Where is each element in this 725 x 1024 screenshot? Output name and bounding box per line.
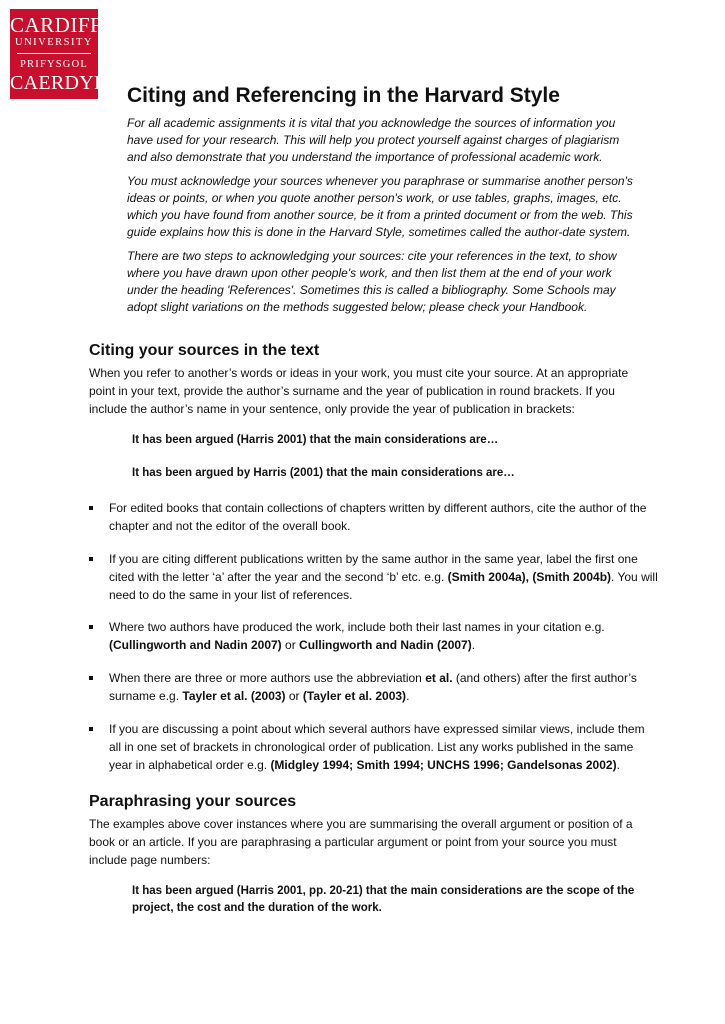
paraphrasing-section (89, 793, 649, 869)
list-item: For edited books that contain collections of chapters written by different authors, cite the author of the chapter and not the editor of the overall book. (89, 499, 659, 535)
list-item: If you are citing different publications written by the same author in the same year, label the first one cited with the letter ‘a’ after the year and the second ‘b’ etc. e.g. (Smith 2004a), (Smith 2004b). You will need to do the same in your list of references. (89, 550, 659, 604)
list-item: Where two authors have produced the work, include both their last names in your citation e.g. (Cullingworth and Nadin 2007) or Cullingworth and Nadin (2007). (89, 618, 659, 654)
logo-line-university: UNIVERSITY (15, 37, 93, 48)
logo-line-prifysgol: PRIFYSGOL (20, 59, 88, 70)
bullet-icon (89, 625, 93, 629)
list-item: If you are discussing a point about which several authors have expressed similar views, include them all in one set of brackets in chronological order of publication. List any works published in the same year in alphabetical order e.g. (Midgley 1994; Smith 1994; UNCHS 1996; Gandelsonas 2002). (89, 720, 659, 774)
section-body: The examples above cover instances where you are summarising the overall argument or position of a book or an article. If you are paraphrasing a particular argument or point from your source you must include page numbers: (89, 817, 633, 867)
intro-paragraph: For all academic assignments it is vital that you acknowledge the sources of information you have used for your research. This will help you protect yourself against charges of plagiarism and also demonstrate that you understand the importance of professional academic work. (127, 116, 620, 164)
intro-paragraph: There are two steps to acknowledging your sources: cite your references in the text, to show where you have drawn upon other people's work, and then list them at the end of your work under the heading 'References'. Sometimes this is called a bibliography. Some Schools may adopt slight variations on the methods suggested below; please check your Handbook. (127, 249, 617, 314)
bullet-icon (89, 727, 93, 731)
citing-section (89, 342, 649, 418)
university-logo (10, 9, 124, 99)
section-heading: Citing your sources in the text (89, 342, 320, 359)
section-body: When you refer to another’s words or ideas in your work, you must cite your source. At an appropriate point in your text, provide the author’s surname and the year of publication in round brackets. If you include the author’s name in your sentence, only provide the year of publication in brackets: (89, 366, 629, 416)
bullet-icon (89, 506, 93, 510)
example-quote: It has been argued (Harris 2001) that the main considerations are… (132, 434, 499, 446)
example-quote: It has been argued by Harris (2001) that the main considerations are… (132, 467, 515, 479)
bullet-icon (89, 676, 93, 680)
section-heading: Paraphrasing your sources (89, 793, 297, 810)
logo-line-caerdydd: CAERDYDD (10, 72, 124, 94)
logo-divider (17, 53, 91, 54)
logo-line-cardiff: CARDIFF (10, 13, 103, 37)
intro-block (127, 115, 637, 323)
intro-paragraph: You must acknowledge your sources whenever you paraphrase or summarise another person's ideas or points, or when you quote another person's work, or use tables, graphs, images, etc. which you have found from another source, be it from a printed document or from the web. This guide explains how this is done in the Harvard Style, sometimes called the author-date system. (127, 174, 633, 239)
example-quote: It has been argued (Harris 2001, pp. 20-21) that the main considerations are the scope of the project, the cost and the duration of the work. (132, 885, 635, 914)
page-title: Citing and Referencing in the Harvard Style (127, 84, 560, 107)
list-item: When there are three or more authors use the abbreviation et al. (and others) after the first author’s surname e.g. Tayler et al. (2003) or (Tayler et al. 2003). (89, 669, 659, 705)
bullet-icon (89, 557, 93, 561)
